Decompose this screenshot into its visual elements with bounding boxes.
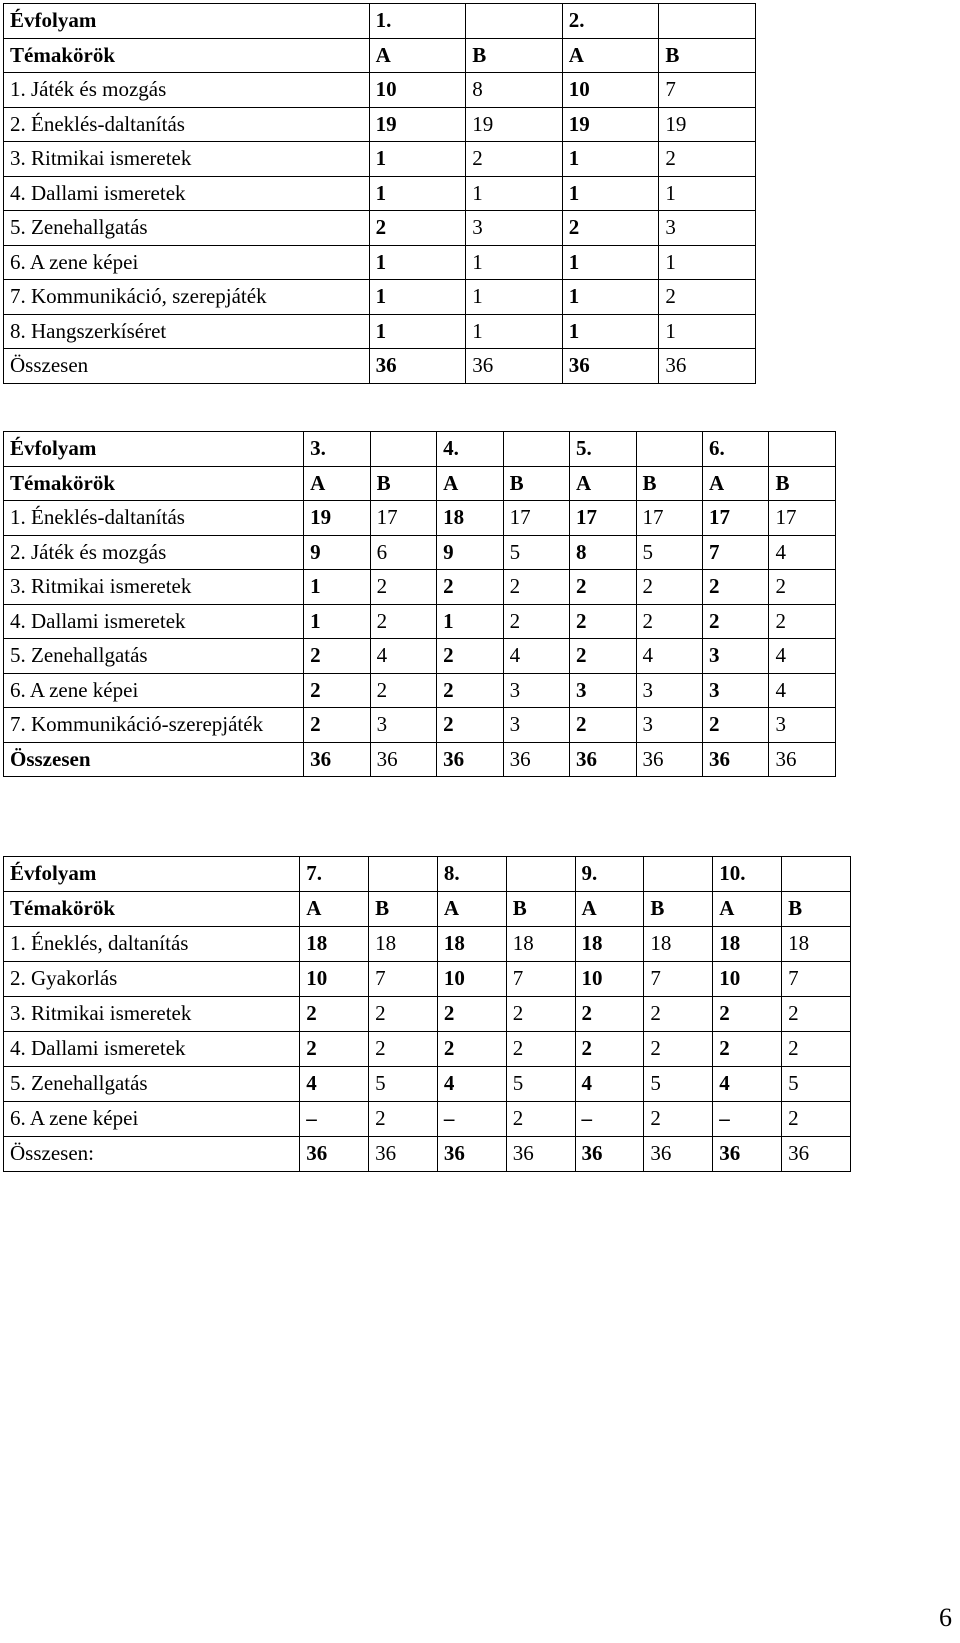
header-cell: B (370, 466, 436, 501)
value-cell: 2 (300, 997, 369, 1032)
value-cell: 2 (644, 1032, 713, 1067)
header-cell: 1. (369, 4, 466, 39)
value-cell: 18 (644, 927, 713, 962)
header-cell: B (466, 38, 563, 73)
value-cell: 8 (466, 73, 563, 108)
header-cell: B (782, 892, 851, 927)
value-cell: 10 (369, 73, 466, 108)
table-row (4, 501, 836, 536)
value-cell: 36 (503, 742, 569, 777)
value-cell: 36 (437, 742, 503, 777)
value-cell: 1 (466, 280, 563, 315)
value-cell: 36 (713, 1137, 782, 1172)
topic-label: Összesen (4, 349, 370, 384)
value-cell: 2 (304, 639, 370, 674)
value-cell: 36 (466, 349, 563, 384)
header-row-grade (4, 432, 836, 467)
header-cell (782, 857, 851, 892)
header-row-grade (4, 857, 851, 892)
value-cell: 4 (575, 1067, 644, 1102)
table-row (4, 280, 756, 315)
header-label: Témakörök (4, 892, 300, 927)
value-cell: 3 (702, 673, 768, 708)
value-cell: 2 (300, 1032, 369, 1067)
topic-label: 8. Hangszerkíséret (4, 314, 370, 349)
value-cell: 19 (466, 107, 563, 142)
value-cell: 19 (369, 107, 466, 142)
table-row (4, 1067, 851, 1102)
header-row-topics (4, 466, 836, 501)
value-cell: 2 (570, 639, 636, 674)
value-cell: 2 (575, 997, 644, 1032)
value-cell: 1 (562, 142, 659, 177)
value-cell: 2 (304, 708, 370, 743)
header-cell (466, 4, 563, 39)
header-cell (636, 432, 702, 467)
header-cell: 4. (437, 432, 503, 467)
value-cell: 2 (713, 997, 782, 1032)
header-label: Témakörök (4, 38, 370, 73)
header-row-grade (4, 4, 756, 39)
topic-label: 6. A zene képei (4, 673, 304, 708)
topic-label: 2. Éneklés-daltanítás (4, 107, 370, 142)
value-cell: 17 (702, 501, 768, 536)
header-cell: B (503, 466, 569, 501)
value-cell: 18 (437, 501, 503, 536)
value-cell: 7 (782, 962, 851, 997)
value-cell: 2 (503, 604, 569, 639)
header-label: Évfolyam (4, 4, 370, 39)
value-cell: 36 (570, 742, 636, 777)
value-cell: 2 (506, 997, 575, 1032)
value-cell: 10 (575, 962, 644, 997)
value-cell: 3 (466, 211, 563, 246)
header-label: Témakörök (4, 466, 304, 501)
header-cell: B (659, 38, 756, 73)
table-row (4, 142, 756, 177)
value-cell: 3 (503, 673, 569, 708)
value-cell: 4 (503, 639, 569, 674)
value-cell: 2 (437, 639, 503, 674)
value-cell: 18 (437, 927, 506, 962)
value-cell: 7 (702, 535, 768, 570)
value-cell: 9 (304, 535, 370, 570)
value-cell: 36 (575, 1137, 644, 1172)
value-cell: 36 (370, 742, 436, 777)
topic-label: 4. Dallami ismeretek (4, 604, 304, 639)
value-cell: 4 (769, 639, 836, 674)
value-cell: 5 (503, 535, 569, 570)
value-cell: 7 (369, 962, 438, 997)
value-cell: 1 (659, 245, 756, 280)
header-cell: A (437, 466, 503, 501)
table-row (4, 245, 756, 280)
table-row (4, 570, 836, 605)
value-cell: 1 (562, 176, 659, 211)
value-cell: 36 (644, 1137, 713, 1172)
value-cell: 2 (782, 997, 851, 1032)
value-cell: 2 (369, 1032, 438, 1067)
table-row (4, 639, 836, 674)
header-cell: 7. (300, 857, 369, 892)
value-cell: 2 (702, 708, 768, 743)
value-cell: 4 (437, 1067, 506, 1102)
topic-label: 6. A zene képei (4, 245, 370, 280)
value-cell: 17 (570, 501, 636, 536)
header-row-topics (4, 38, 756, 73)
value-cell: 36 (369, 349, 466, 384)
header-cell: B (369, 892, 438, 927)
value-cell: 1 (369, 176, 466, 211)
value-cell: 1 (437, 604, 503, 639)
value-cell: 5 (369, 1067, 438, 1102)
curriculum-table-grades-3-6 (3, 431, 836, 777)
table-row (4, 673, 836, 708)
value-cell: 17 (370, 501, 436, 536)
table-row (4, 604, 836, 639)
table-row (4, 211, 756, 246)
value-cell: 17 (769, 501, 836, 536)
header-label: Évfolyam (4, 857, 300, 892)
table-row (4, 1137, 851, 1172)
value-cell: 2 (782, 1102, 851, 1137)
header-cell (644, 857, 713, 892)
value-cell: 3 (370, 708, 436, 743)
topic-label: 3. Ritmikai ismeretek (4, 997, 300, 1032)
value-cell: 2 (782, 1032, 851, 1067)
value-cell: 7 (659, 73, 756, 108)
table-row (4, 73, 756, 108)
value-cell: 2 (702, 570, 768, 605)
value-cell: 19 (659, 107, 756, 142)
value-cell: 1 (659, 176, 756, 211)
table-row (4, 176, 756, 211)
value-cell: – (713, 1102, 782, 1137)
value-cell: 2 (506, 1032, 575, 1067)
table-row (4, 535, 836, 570)
value-cell: 36 (562, 349, 659, 384)
value-cell: – (300, 1102, 369, 1137)
value-cell: 36 (506, 1137, 575, 1172)
table-row (4, 314, 756, 349)
value-cell: 2 (659, 280, 756, 315)
header-cell: 5. (570, 432, 636, 467)
value-cell: 18 (369, 927, 438, 962)
value-cell: 1 (304, 570, 370, 605)
value-cell: 18 (300, 927, 369, 962)
header-cell: 2. (562, 4, 659, 39)
table-row (4, 997, 851, 1032)
value-cell: 2 (644, 1102, 713, 1137)
header-cell: A (575, 892, 644, 927)
value-cell: 36 (769, 742, 836, 777)
topic-label: 1. Játék és mozgás (4, 73, 370, 108)
value-cell: 2 (769, 604, 836, 639)
value-cell: 2 (466, 142, 563, 177)
value-cell: – (437, 1102, 506, 1137)
header-cell: A (304, 466, 370, 501)
topic-label: 1. Éneklés-daltanítás (4, 501, 304, 536)
header-cell: B (769, 466, 836, 501)
value-cell: 3 (702, 639, 768, 674)
topic-label: 3. Ritmikai ismeretek (4, 142, 370, 177)
value-cell: 2 (437, 1032, 506, 1067)
value-cell: 1 (659, 314, 756, 349)
value-cell: 2 (437, 570, 503, 605)
header-cell: B (636, 466, 702, 501)
value-cell: 2 (437, 673, 503, 708)
value-cell: 2 (636, 570, 702, 605)
value-cell: 36 (636, 742, 702, 777)
value-cell: 3 (503, 708, 569, 743)
header-cell: 3. (304, 432, 370, 467)
value-cell: 2 (503, 570, 569, 605)
value-cell: 8 (570, 535, 636, 570)
value-cell: 5 (644, 1067, 713, 1102)
value-cell: 1 (369, 280, 466, 315)
value-cell: 4 (300, 1067, 369, 1102)
header-cell: A (713, 892, 782, 927)
header-cell: 6. (702, 432, 768, 467)
table-row (4, 962, 851, 997)
value-cell: 2 (769, 570, 836, 605)
header-cell: A (570, 466, 636, 501)
topic-label: 5. Zenehallgatás (4, 639, 304, 674)
value-cell: 2 (437, 708, 503, 743)
value-cell: 3 (659, 211, 756, 246)
header-label: Évfolyam (4, 432, 304, 467)
value-cell: 7 (644, 962, 713, 997)
value-cell: 2 (369, 1102, 438, 1137)
value-cell: 36 (659, 349, 756, 384)
value-cell: 9 (437, 535, 503, 570)
value-cell: 4 (769, 673, 836, 708)
header-cell (506, 857, 575, 892)
value-cell: 2 (644, 997, 713, 1032)
value-cell: 2 (713, 1032, 782, 1067)
topic-label: 4. Dallami ismeretek (4, 1032, 300, 1067)
header-row-topics (4, 892, 851, 927)
value-cell: 36 (369, 1137, 438, 1172)
header-cell (370, 432, 436, 467)
table-row (4, 107, 756, 142)
value-cell: 1 (562, 314, 659, 349)
header-cell: 10. (713, 857, 782, 892)
table-row (4, 708, 836, 743)
topic-label: Összesen (4, 742, 304, 777)
value-cell: 2 (369, 211, 466, 246)
value-cell: 1 (562, 245, 659, 280)
value-cell: 10 (562, 73, 659, 108)
value-cell: 2 (370, 604, 436, 639)
table-row (4, 1032, 851, 1067)
value-cell: 36 (782, 1137, 851, 1172)
value-cell: 19 (562, 107, 659, 142)
value-cell: 3 (636, 673, 702, 708)
value-cell: 2 (702, 604, 768, 639)
value-cell: 3 (636, 708, 702, 743)
value-cell: 2 (304, 673, 370, 708)
header-cell: 9. (575, 857, 644, 892)
value-cell: 19 (304, 501, 370, 536)
table-row (4, 349, 756, 384)
value-cell: 2 (370, 673, 436, 708)
curriculum-table-grades-1-2 (3, 3, 756, 384)
table-row (4, 1102, 851, 1137)
value-cell: 5 (506, 1067, 575, 1102)
value-cell: 5 (782, 1067, 851, 1102)
curriculum-table-grades-7-10 (3, 856, 851, 1172)
value-cell: 2 (570, 708, 636, 743)
value-cell: 18 (782, 927, 851, 962)
value-cell: 1 (466, 176, 563, 211)
value-cell: 1 (466, 245, 563, 280)
header-cell: A (562, 38, 659, 73)
header-cell: A (702, 466, 768, 501)
value-cell: 3 (769, 708, 836, 743)
value-cell: 5 (636, 535, 702, 570)
topic-label: 7. Kommunikáció-szerepjáték (4, 708, 304, 743)
value-cell: 36 (437, 1137, 506, 1172)
header-cell: A (437, 892, 506, 927)
value-cell: – (575, 1102, 644, 1137)
value-cell: 1 (369, 245, 466, 280)
topic-label: Összesen: (4, 1137, 300, 1172)
value-cell: 18 (575, 927, 644, 962)
value-cell: 36 (300, 1137, 369, 1172)
topic-label: 2. Játék és mozgás (4, 535, 304, 570)
value-cell: 6 (370, 535, 436, 570)
value-cell: 2 (562, 211, 659, 246)
topic-label: 5. Zenehallgatás (4, 1067, 300, 1102)
value-cell: 17 (636, 501, 702, 536)
header-cell (369, 857, 438, 892)
value-cell: 17 (503, 501, 569, 536)
value-cell: 4 (713, 1067, 782, 1102)
topic-label: 7. Kommunikáció, szerepjáték (4, 280, 370, 315)
value-cell: 2 (437, 997, 506, 1032)
value-cell: 1 (369, 314, 466, 349)
value-cell: 36 (702, 742, 768, 777)
value-cell: 2 (506, 1102, 575, 1137)
header-cell (769, 432, 836, 467)
value-cell: 1 (304, 604, 370, 639)
value-cell: 1 (466, 314, 563, 349)
value-cell: 36 (304, 742, 370, 777)
header-cell: B (506, 892, 575, 927)
table-row (4, 742, 836, 777)
value-cell: 2 (570, 570, 636, 605)
header-cell (659, 4, 756, 39)
value-cell: 10 (713, 962, 782, 997)
header-cell: 8. (437, 857, 506, 892)
value-cell: 10 (300, 962, 369, 997)
value-cell: 2 (659, 142, 756, 177)
value-cell: 3 (570, 673, 636, 708)
value-cell: 4 (636, 639, 702, 674)
page-number: 6 (939, 1603, 952, 1632)
value-cell: 2 (369, 997, 438, 1032)
value-cell: 2 (570, 604, 636, 639)
value-cell: 2 (575, 1032, 644, 1067)
value-cell: 18 (506, 927, 575, 962)
header-cell: B (644, 892, 713, 927)
topic-label: 2. Gyakorlás (4, 962, 300, 997)
topic-label: 4. Dallami ismeretek (4, 176, 370, 211)
value-cell: 2 (370, 570, 436, 605)
header-cell: A (300, 892, 369, 927)
value-cell: 10 (437, 962, 506, 997)
table-row (4, 927, 851, 962)
value-cell: 7 (506, 962, 575, 997)
topic-label: 6. A zene képei (4, 1102, 300, 1137)
value-cell: 2 (636, 604, 702, 639)
value-cell: 18 (713, 927, 782, 962)
topic-label: 3. Ritmikai ismeretek (4, 570, 304, 605)
value-cell: 1 (369, 142, 466, 177)
header-cell (503, 432, 569, 467)
topic-label: 1. Éneklés, daltanítás (4, 927, 300, 962)
value-cell: 4 (370, 639, 436, 674)
header-cell: A (369, 38, 466, 73)
topic-label: 5. Zenehallgatás (4, 211, 370, 246)
value-cell: 1 (562, 280, 659, 315)
value-cell: 4 (769, 535, 836, 570)
